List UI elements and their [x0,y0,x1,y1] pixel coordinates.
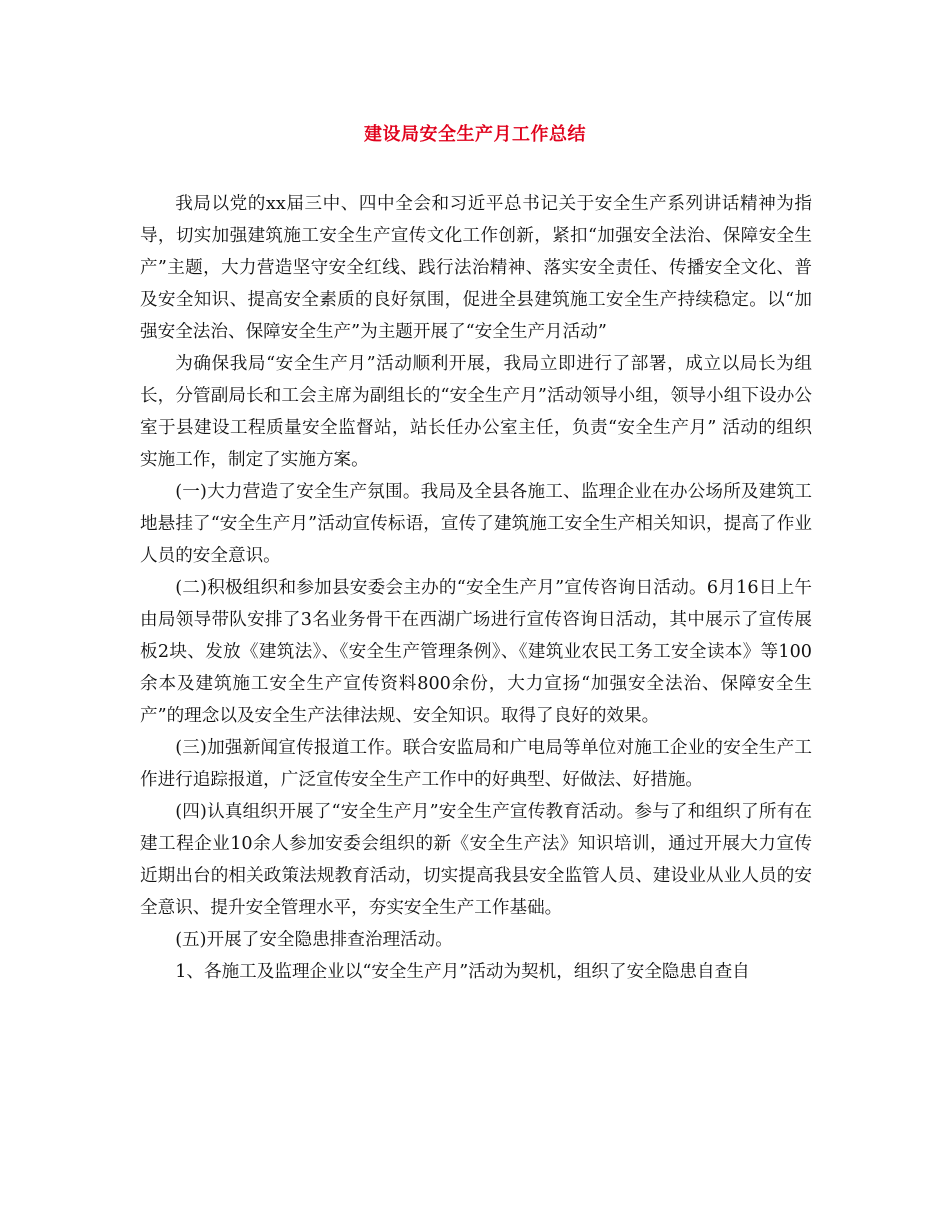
paragraph-item-1: (一)大力营造了安全生产氛围。我局及全县各施工、监理企业在办公场所及建筑工地悬挂了“安全生产月”活动宣传标语，宣传了建筑施工安全生产相关知识，提高了作业人员的安全意识。 [140,482,812,566]
paragraph-item-3: (三)加强新闻宣传报道工作。联合安监局和广电局等单位对施工企业的安全生产工作进行追踪报道，广泛宣传安全生产工作中的好典型、好做法、好措施。 [140,738,812,790]
paragraph-item-5: (五)开展了安全隐患排查治理活动。 [175,930,453,950]
document-body [140,188,812,988]
paragraph-sub-item-1: 1、各施工及监理企业以“安全生产月”活动为契机，组织了安全隐患自查自 [175,962,750,982]
paragraph-intro: 我局以党的xx届三中、四中全会和习近平总书记关于安全生产系列讲话精神为指导，切实加强建筑施工安全生产宣传文化工作创新，紧扣“加强安全法治、保障安全生产”主题，大力营造坚守安全红线、践行法治精神、落实安全责任、传播安全文化、普及安全知识、提高安全素质的良好氛围，促进全县建筑施工安全生产持续稳定。以“加强安全法治、保障安全生产”为主题开展了“安全生产月活动” [140,194,812,342]
paragraph-item-2: (二)积极组织和参加县安委会主办的“安全生产月”宣传咨询日活动。6月16日上午由局领导带队安排了3名业务骨干在西湖广场进行宣传咨询日活动，其中展示了宣传展板2块、发放《建筑法》、《安全生产管理条例》、《建筑业农民工务工安全读本》等100余本及建筑施工安全生产宣传资料800余份，大力宣扬“加强安全法治、保障安全生产”的理念以及安全生产法律法规、安全知识。取得了良好的效果。 [140,578,812,726]
paragraph-item-4: (四)认真组织开展了“安全生产月”安全生产宣传教育活动。参与了和组织了所有在建工程企业10余人参加安委会组织的新《安全生产法》知识培训，通过开展大力宣传近期出台的相关政策法规教育活动，切实提高我县安全监管人员、建设业从业人员的安全意识、提升安全管理水平，夯实安全生产工作基础。 [140,802,812,918]
document-title: 建设局安全生产月工作总结 [364,124,586,145]
paragraph-organization: 为确保我局“安全生产月”活动顺利开展，我局立即进行了部署，成立以局长为组长，分管副局长和工会主席为副组长的“安全生产月”活动领导小组，领导小组下设办公室于县建设工程质量安全监督站，站长任办公室主任，负责“安全生产月” 活动的组织实施工作，制定了实施方案。 [140,354,812,470]
